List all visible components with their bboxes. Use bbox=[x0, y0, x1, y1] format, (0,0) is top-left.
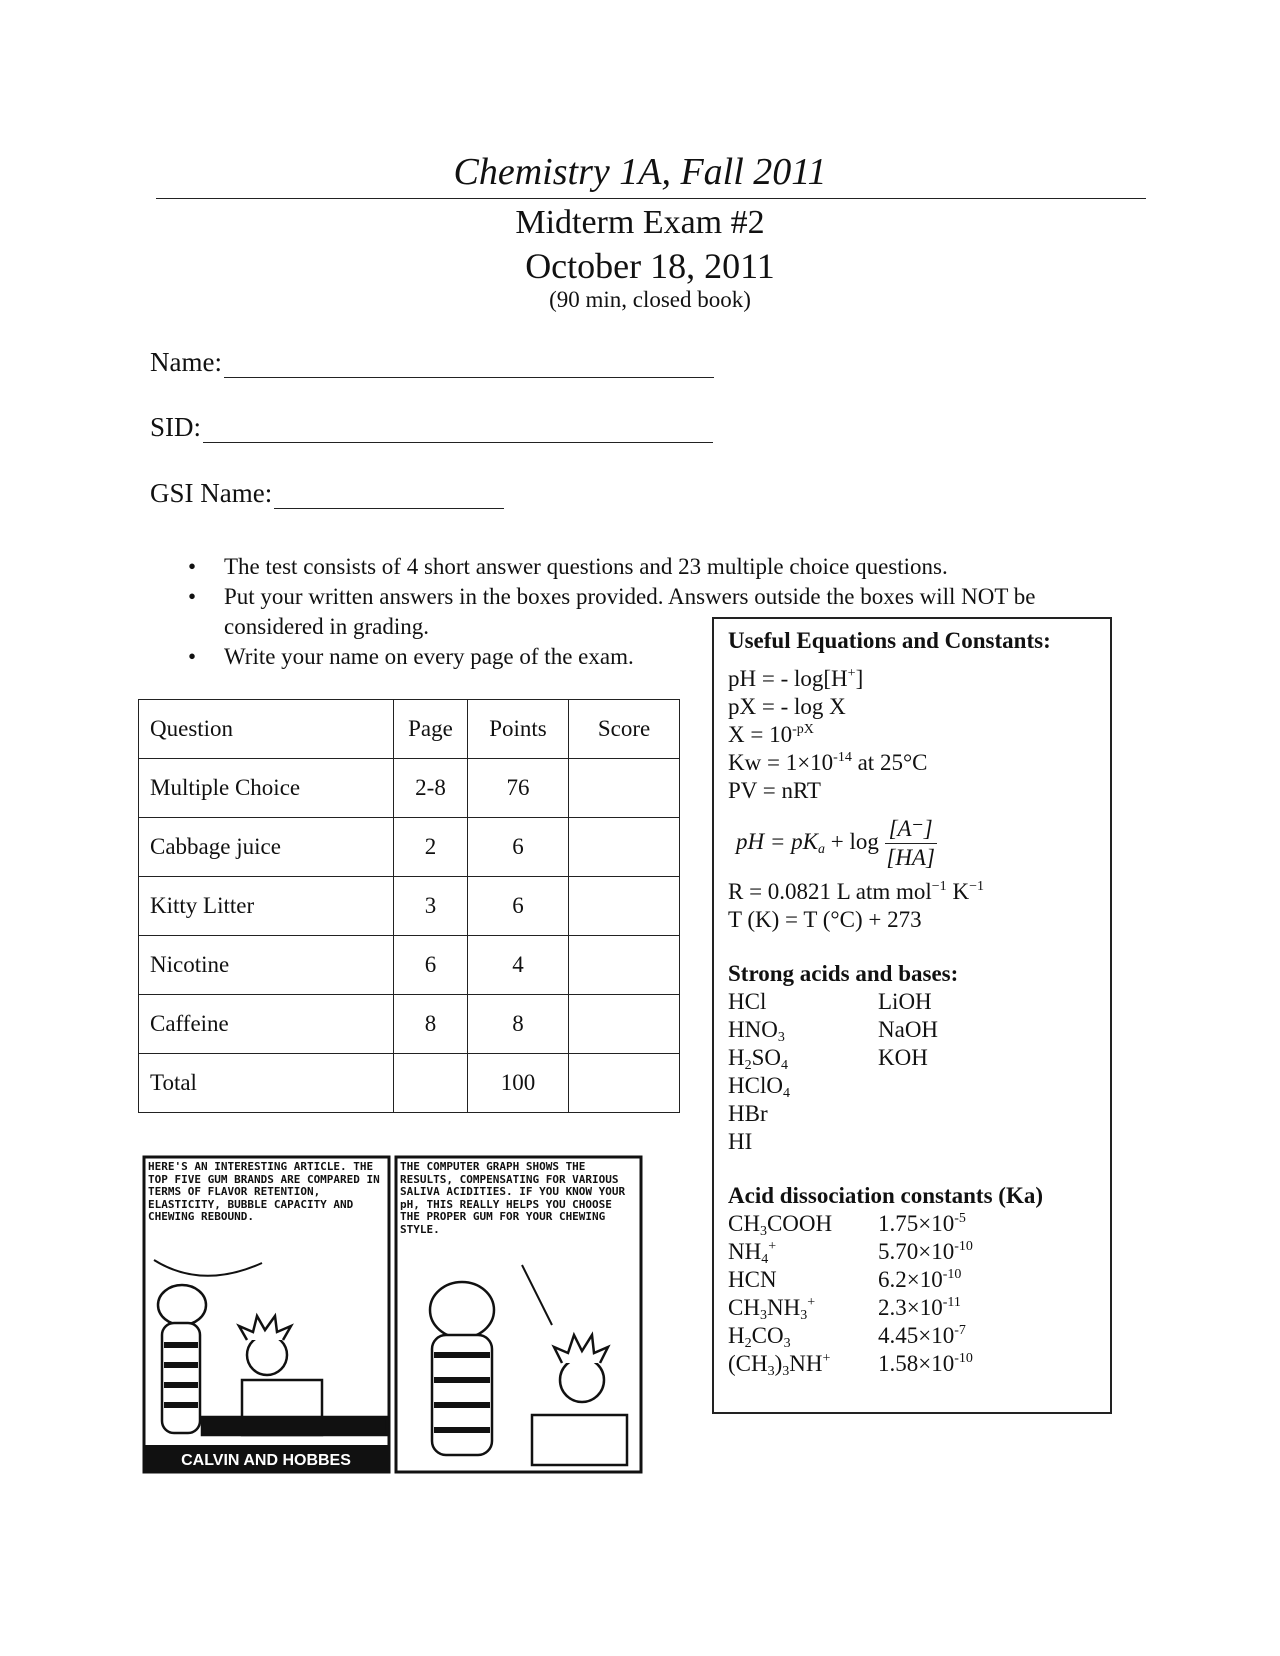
row-question: Nicotine bbox=[139, 936, 394, 995]
ka-row: $CH_3NH_3^+$ $2.3\times 10^{-11}$ bbox=[728, 1295, 961, 1323]
eq-pv: PV = nRT bbox=[728, 778, 821, 803]
ka-row: $H_2CO_3$ $4.45\times 10^{-7}$ bbox=[728, 1323, 966, 1351]
table-header-row bbox=[139, 700, 680, 759]
eq-x: $X = 10^{-pX}$ bbox=[728, 722, 814, 747]
header-score: Score bbox=[569, 700, 680, 759]
instruction-item: • Write your name on every page of the exam. bbox=[188, 642, 1036, 672]
ka-row: $NH_4^+$ $5.70\times 10^{-10}$ bbox=[728, 1239, 973, 1267]
strong-acids-list bbox=[728, 988, 1096, 1156]
comic-balloon-1: HERE'S AN INTERESTING ARTICLE. THE TOP FIVE GUM BRANDS ARE COMPARED IN TERMS OF FLAVOR RETENTION, ELASTICITY, BUBBLE CAPACITY AND CHEWING REBOUND. bbox=[148, 1161, 380, 1223]
name-input-line[interactable] bbox=[224, 351, 714, 378]
strong-acid-row: $H_2SO_4$ KOH bbox=[728, 1045, 928, 1073]
row-score[interactable] bbox=[569, 877, 680, 936]
ka-row: $CH_3COOH$ $1.75\times 10^{-5}$ bbox=[728, 1211, 966, 1239]
strong-acid-row: HClO$_4$ bbox=[728, 1073, 790, 1101]
row-question: Caffeine bbox=[139, 995, 394, 1054]
table-row bbox=[139, 995, 680, 1054]
row-page: 6 bbox=[394, 936, 468, 995]
row-points: 76 bbox=[468, 759, 569, 818]
row-points: 6 bbox=[468, 818, 569, 877]
row-points: 4 bbox=[468, 936, 569, 995]
gsi-label: GSI Name: bbox=[150, 478, 273, 508]
sid-label: SID: bbox=[150, 412, 202, 442]
row-question: Multiple Choice bbox=[139, 759, 394, 818]
instruction-item: • The test consists of 4 short answer questions and 23 multiple choice questions. bbox=[188, 552, 1036, 582]
row-points: 6 bbox=[468, 877, 569, 936]
hobbes-figure-2 bbox=[430, 1282, 494, 1455]
eq-henderson: pH = $pK_a + \log$ $\frac{[A^-]}{[HA]}$ bbox=[736, 816, 935, 870]
row-score[interactable] bbox=[569, 818, 680, 877]
table-row bbox=[139, 877, 680, 936]
course-title: Chemistry 1A, Fall 2011 bbox=[453, 151, 827, 193]
strong-acid-row: HCl LiOH bbox=[728, 989, 932, 1014]
hobbes-figure-1 bbox=[158, 1285, 206, 1433]
gsi-input-line[interactable] bbox=[274, 482, 504, 509]
strong-acid-row: $HNO_3$ NaOH bbox=[728, 1017, 939, 1045]
comic-balloon-2: THE COMPUTER GRAPH SHOWS THE RESULTS, COMPENSATING FOR VARIOUS SALIVA ACIDITIES. IF YOU KNOW YOUR pH, THIS REALLY HELPS YOU CHOOSE THE PROPER GUM FOR YOUR CHEWING STYLE. bbox=[400, 1161, 626, 1236]
ka-row: $(CH_3)_3NH^+$ $1.58\times 10^{-10}$ bbox=[728, 1351, 973, 1379]
name-field[interactable] bbox=[150, 347, 714, 378]
row-points: 100 bbox=[468, 1054, 569, 1113]
row-points: 8 bbox=[468, 995, 569, 1054]
equations-title: Useful Equations and Constants: bbox=[728, 628, 1051, 653]
strong-acid-row: HBr bbox=[728, 1101, 768, 1126]
table-row bbox=[139, 936, 680, 995]
instruction-item: • Put your written answers in the boxes provided. Answers outside the boxes will NOT be considered in grading. bbox=[188, 582, 1036, 642]
table-row bbox=[139, 759, 680, 818]
row-score[interactable] bbox=[569, 936, 680, 995]
row-page: 8 bbox=[394, 995, 468, 1054]
row-page bbox=[394, 1054, 468, 1113]
row-question: Total bbox=[139, 1054, 394, 1113]
exam-title: Midterm Exam #2 bbox=[515, 204, 765, 241]
row-question: Kitty Litter bbox=[139, 877, 394, 936]
ka-list bbox=[728, 1210, 1096, 1378]
row-page: 2-8 bbox=[394, 759, 468, 818]
row-page: 2 bbox=[394, 818, 468, 877]
header-question: Question bbox=[139, 700, 394, 759]
row-page: 3 bbox=[394, 877, 468, 936]
eq-ph: pH = - log[H+] bbox=[728, 666, 864, 691]
ka-row: HCN $6.2\times 10^{-10}$ bbox=[728, 1267, 962, 1292]
row-question: Cabbage juice bbox=[139, 818, 394, 877]
header-page: Page bbox=[394, 700, 468, 759]
score-table bbox=[138, 699, 680, 1113]
exam-duration: (90 min, closed book) bbox=[549, 287, 751, 312]
calvin-and-hobbes-comic bbox=[142, 1155, 657, 1485]
row-score[interactable] bbox=[569, 759, 680, 818]
header-points: Points bbox=[468, 700, 569, 759]
title-rule bbox=[156, 198, 1146, 199]
table-row bbox=[139, 818, 680, 877]
sid-field[interactable] bbox=[150, 412, 713, 443]
eq-px: pX = - log X bbox=[728, 694, 846, 719]
table-row bbox=[139, 1054, 680, 1113]
name-label: Name: bbox=[150, 347, 222, 377]
row-score[interactable] bbox=[569, 1054, 680, 1113]
eq-t: T (K) = T (°C) + 273 bbox=[728, 907, 922, 932]
comic-credit: CALVIN AND HOBBES bbox=[181, 1452, 351, 1469]
eq-kw: $Kw = 1\times 10^{-14}$ at 25°C bbox=[728, 750, 928, 775]
row-score[interactable] bbox=[569, 995, 680, 1054]
strong-acids-title: Strong acids and bases: bbox=[728, 961, 959, 986]
strong-acid-row: HI bbox=[728, 1129, 753, 1154]
gsi-field[interactable] bbox=[150, 478, 504, 509]
exam-date: October 18, 2011 bbox=[525, 246, 775, 286]
equations-box bbox=[712, 617, 1112, 1414]
eq-r: R = 0.0821 L atm mol$^{-1}$ $K^{-1}$ bbox=[728, 879, 984, 904]
sid-input-line[interactable] bbox=[203, 416, 713, 443]
ka-title: Acid dissociation constants (Ka) bbox=[728, 1183, 1043, 1208]
